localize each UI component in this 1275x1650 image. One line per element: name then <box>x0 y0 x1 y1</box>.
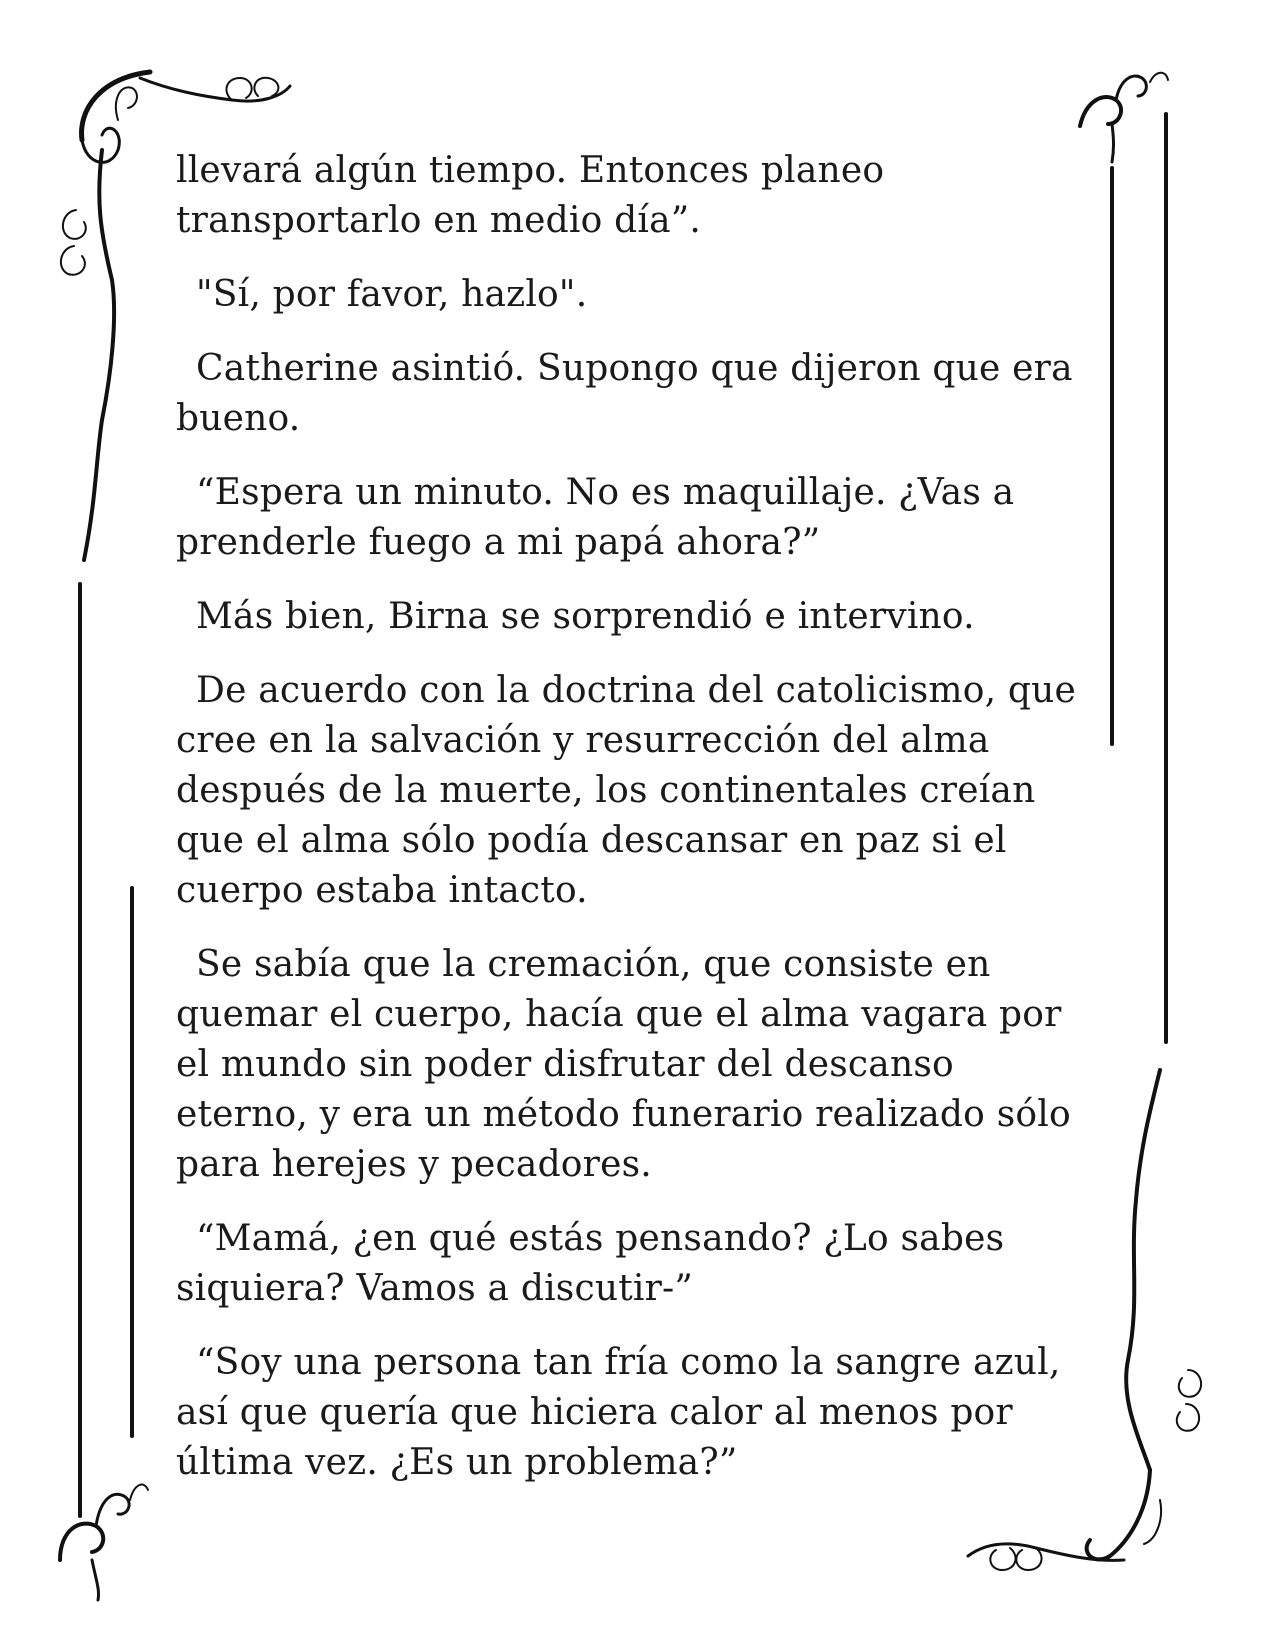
paragraph-dialogue: “Soy una persona tan fría como la sangre azul, así que quería que hiciera calor al menos por última vez. ¿Es un problema?” <box>176 1342 1073 1483</box>
paragraph-continuation <box>176 146 1086 246</box>
body-text <box>176 146 1086 1512</box>
paragraph-first-line: llevará algún tiempo. Entonces planeo <box>176 150 885 191</box>
paragraph-dialogue: "Sí, por favor, hazlo". <box>196 274 588 315</box>
paragraph-narration: Se sabía que la cremación, que consiste en quemar el cuerpo, hacía que el alma vagara por el mundo sin poder disfrutar del descanso eterno, y era un método funerario realizado sólo para herejes y pecadores. <box>176 944 1083 1185</box>
paragraph-dialogue: “Mamá, ¿en qué estás pensando? ¿Lo sabes siquiera? Vamos a discutir-” <box>176 1218 1016 1309</box>
paragraph-narration: De acuerdo con la doctrina del catolicismo, que cree en la salvación y resurrección del alma después de la muerte, los continentales creían que el alma sólo podía descansar en paz si el cuerpo estaba intacto. <box>176 670 1088 911</box>
paragraph-narration: Catherine asintió. Supongo que dijeron que era bueno. <box>176 348 1085 439</box>
paragraph-rest: transportarlo en medio día”. <box>176 200 702 241</box>
bottom-left-flourish-icon <box>60 1485 148 1600</box>
paragraph-dialogue: “Espera un minuto. No es maquillaje. ¿Vas a prenderle fuego a mi papá ahora?” <box>176 472 1026 563</box>
top-right-flourish-icon <box>1080 73 1168 162</box>
paragraph-narration: Más bien, Birna se sorprendió e intervino. <box>196 596 975 637</box>
